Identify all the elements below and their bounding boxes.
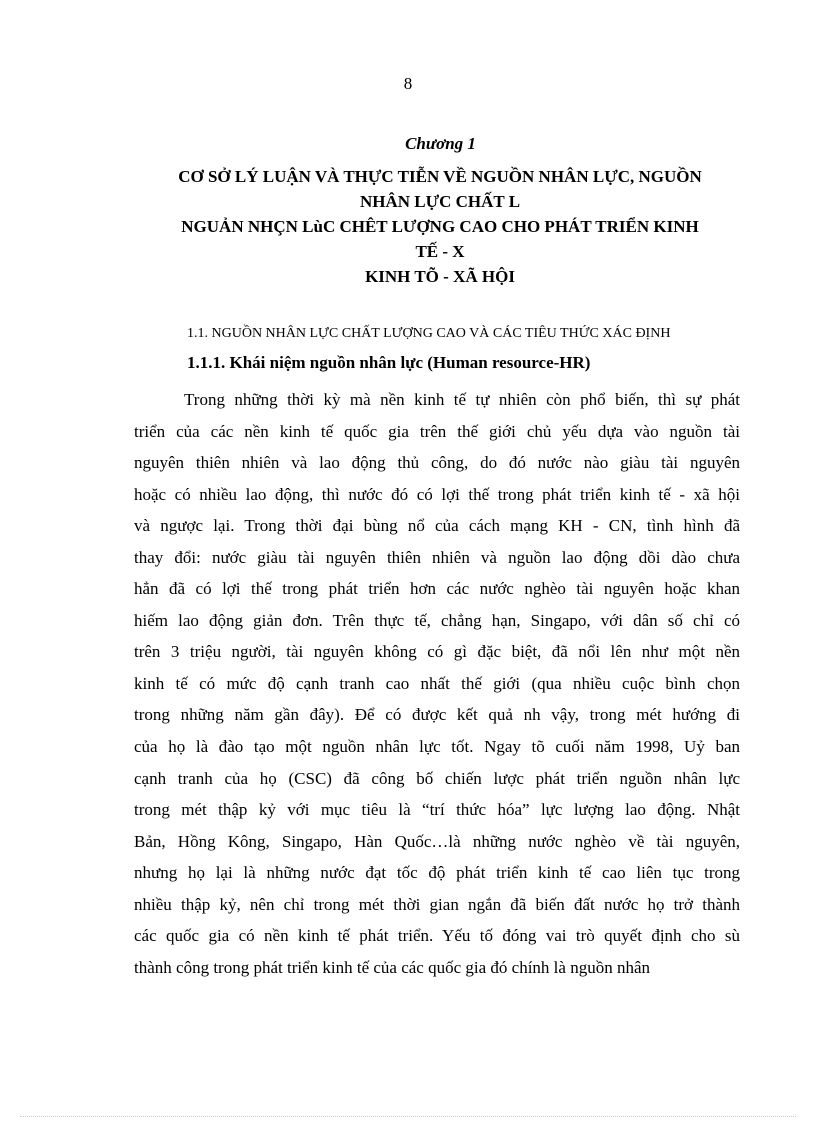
paragraph-line: nguyên thiên nhiên và lao động thủ công, do đó nước nào giàu tài nguyên xyxy=(134,453,740,473)
paragraph-line: của họ là đào tạo một nguồn nhân lực tốt. Ngay tõ cuối năm 1998, Uỷ ban xyxy=(134,737,740,757)
page-bottom-rule xyxy=(20,1116,796,1117)
paragraph-line: hoặc có nhiều lao động, thì nước đó có lợi thế trong phát triển kinh tế - xã hội xyxy=(134,484,740,504)
page-number: 8 xyxy=(403,74,413,93)
chapter-title-line: TẾ - X xyxy=(415,242,465,261)
paragraph-line: các quốc gia có nền kinh tế phát triển. Yếu tố đóng vai trò quyết định cho sù xyxy=(134,926,740,946)
paragraph-line: và ngược lại. Trong thời đại bùng nổ của cách mạng KH - CN, tình hình đã xyxy=(134,516,740,536)
paragraph-line: Trong những thời kỳ mà nền kinh tế tự nhiên còn phổ biến, thì sự phát xyxy=(184,390,740,409)
chapter-title-line: NGUẢN NHÇN LùC CHÊT LƯỢNG CAO CHO PHÁT TRIỂN KINH xyxy=(181,217,699,236)
chapter-title-line: NHÂN LỰC CHẤT L xyxy=(359,192,521,211)
paragraph-line: nhưng họ lại là những nước đạt tốc độ phát triển kinh tế cao liên tục trong xyxy=(134,863,740,883)
paragraph-line: hiếm lao động giản đơn. Trên thực tế, chẳng hạn, Singapo, với dân số chỉ có xyxy=(134,610,740,630)
paragraph-line: trong những năm gần đây). Để có được kết quả nh vậy, trong mét hướng đi xyxy=(134,705,740,725)
paragraph-line: trên 3 triệu người, tài nguyên không có gì đặc biệt, đã nổi lên như một nền xyxy=(134,642,740,662)
chapter-label: Chương 1 xyxy=(405,134,476,153)
paragraph-line: Bản, Hồng Kông, Singapo, Hàn Quốc…là những nước nghèo về tài nguyên, xyxy=(134,831,740,851)
subsection-heading: 1.1.1. Khái niệm nguồn nhân lực (Human resource-HR) xyxy=(187,353,591,372)
chapter-title xyxy=(130,164,750,289)
paragraph-line: nhiều thập kỷ, nên chỉ trong mét thời gian ngắn đã biến đất nước họ trở thành xyxy=(134,894,740,914)
paragraph-line: thành công trong phát triển kinh tế của các quốc gia đó chính là nguồn nhân xyxy=(134,957,650,977)
paragraph-line: trong mét thập kỷ với mục tiêu là “trí thức hóa” lực lượng lao động. Nhật xyxy=(134,800,740,820)
paragraph-line: thay đổi: nước giàu tài nguyên thiên nhiên và nguồn lao động dồi dào chưa xyxy=(134,547,740,567)
chapter-title-line: KINH TÕ - XÃ HỘI xyxy=(365,267,515,286)
chapter-title-line: CƠ SỞ LÝ LUẬN VÀ THỰC TIỄN VỀ NGUỒN NHÂN LỰC, NGUỒN xyxy=(178,167,702,186)
paragraph-line: cạnh tranh của họ (CSC) đã công bố chiến lược phát triển nguồn nhân lực xyxy=(134,768,740,788)
paragraph-line: hẳn đã có lợi thế trong phát triển hơn các nước nghèo tài nguyên hoặc khan xyxy=(134,579,740,599)
section-heading: 1.1. NGUỒN NHÂN LỰC CHẤT LƯỢNG CAO VÀ CÁC TIÊU THỨC XÁC ĐỊNH xyxy=(187,326,671,341)
body-paragraph xyxy=(134,384,740,983)
paragraph-line: kinh tế có mức độ cạnh tranh cao nhất thế giới (qua nhiều cuộc bình chọn xyxy=(134,673,740,693)
paragraph-line: triển của các nền kinh tế quốc gia trên thế giới chủ yếu dựa vào nguồn tài xyxy=(134,421,740,441)
